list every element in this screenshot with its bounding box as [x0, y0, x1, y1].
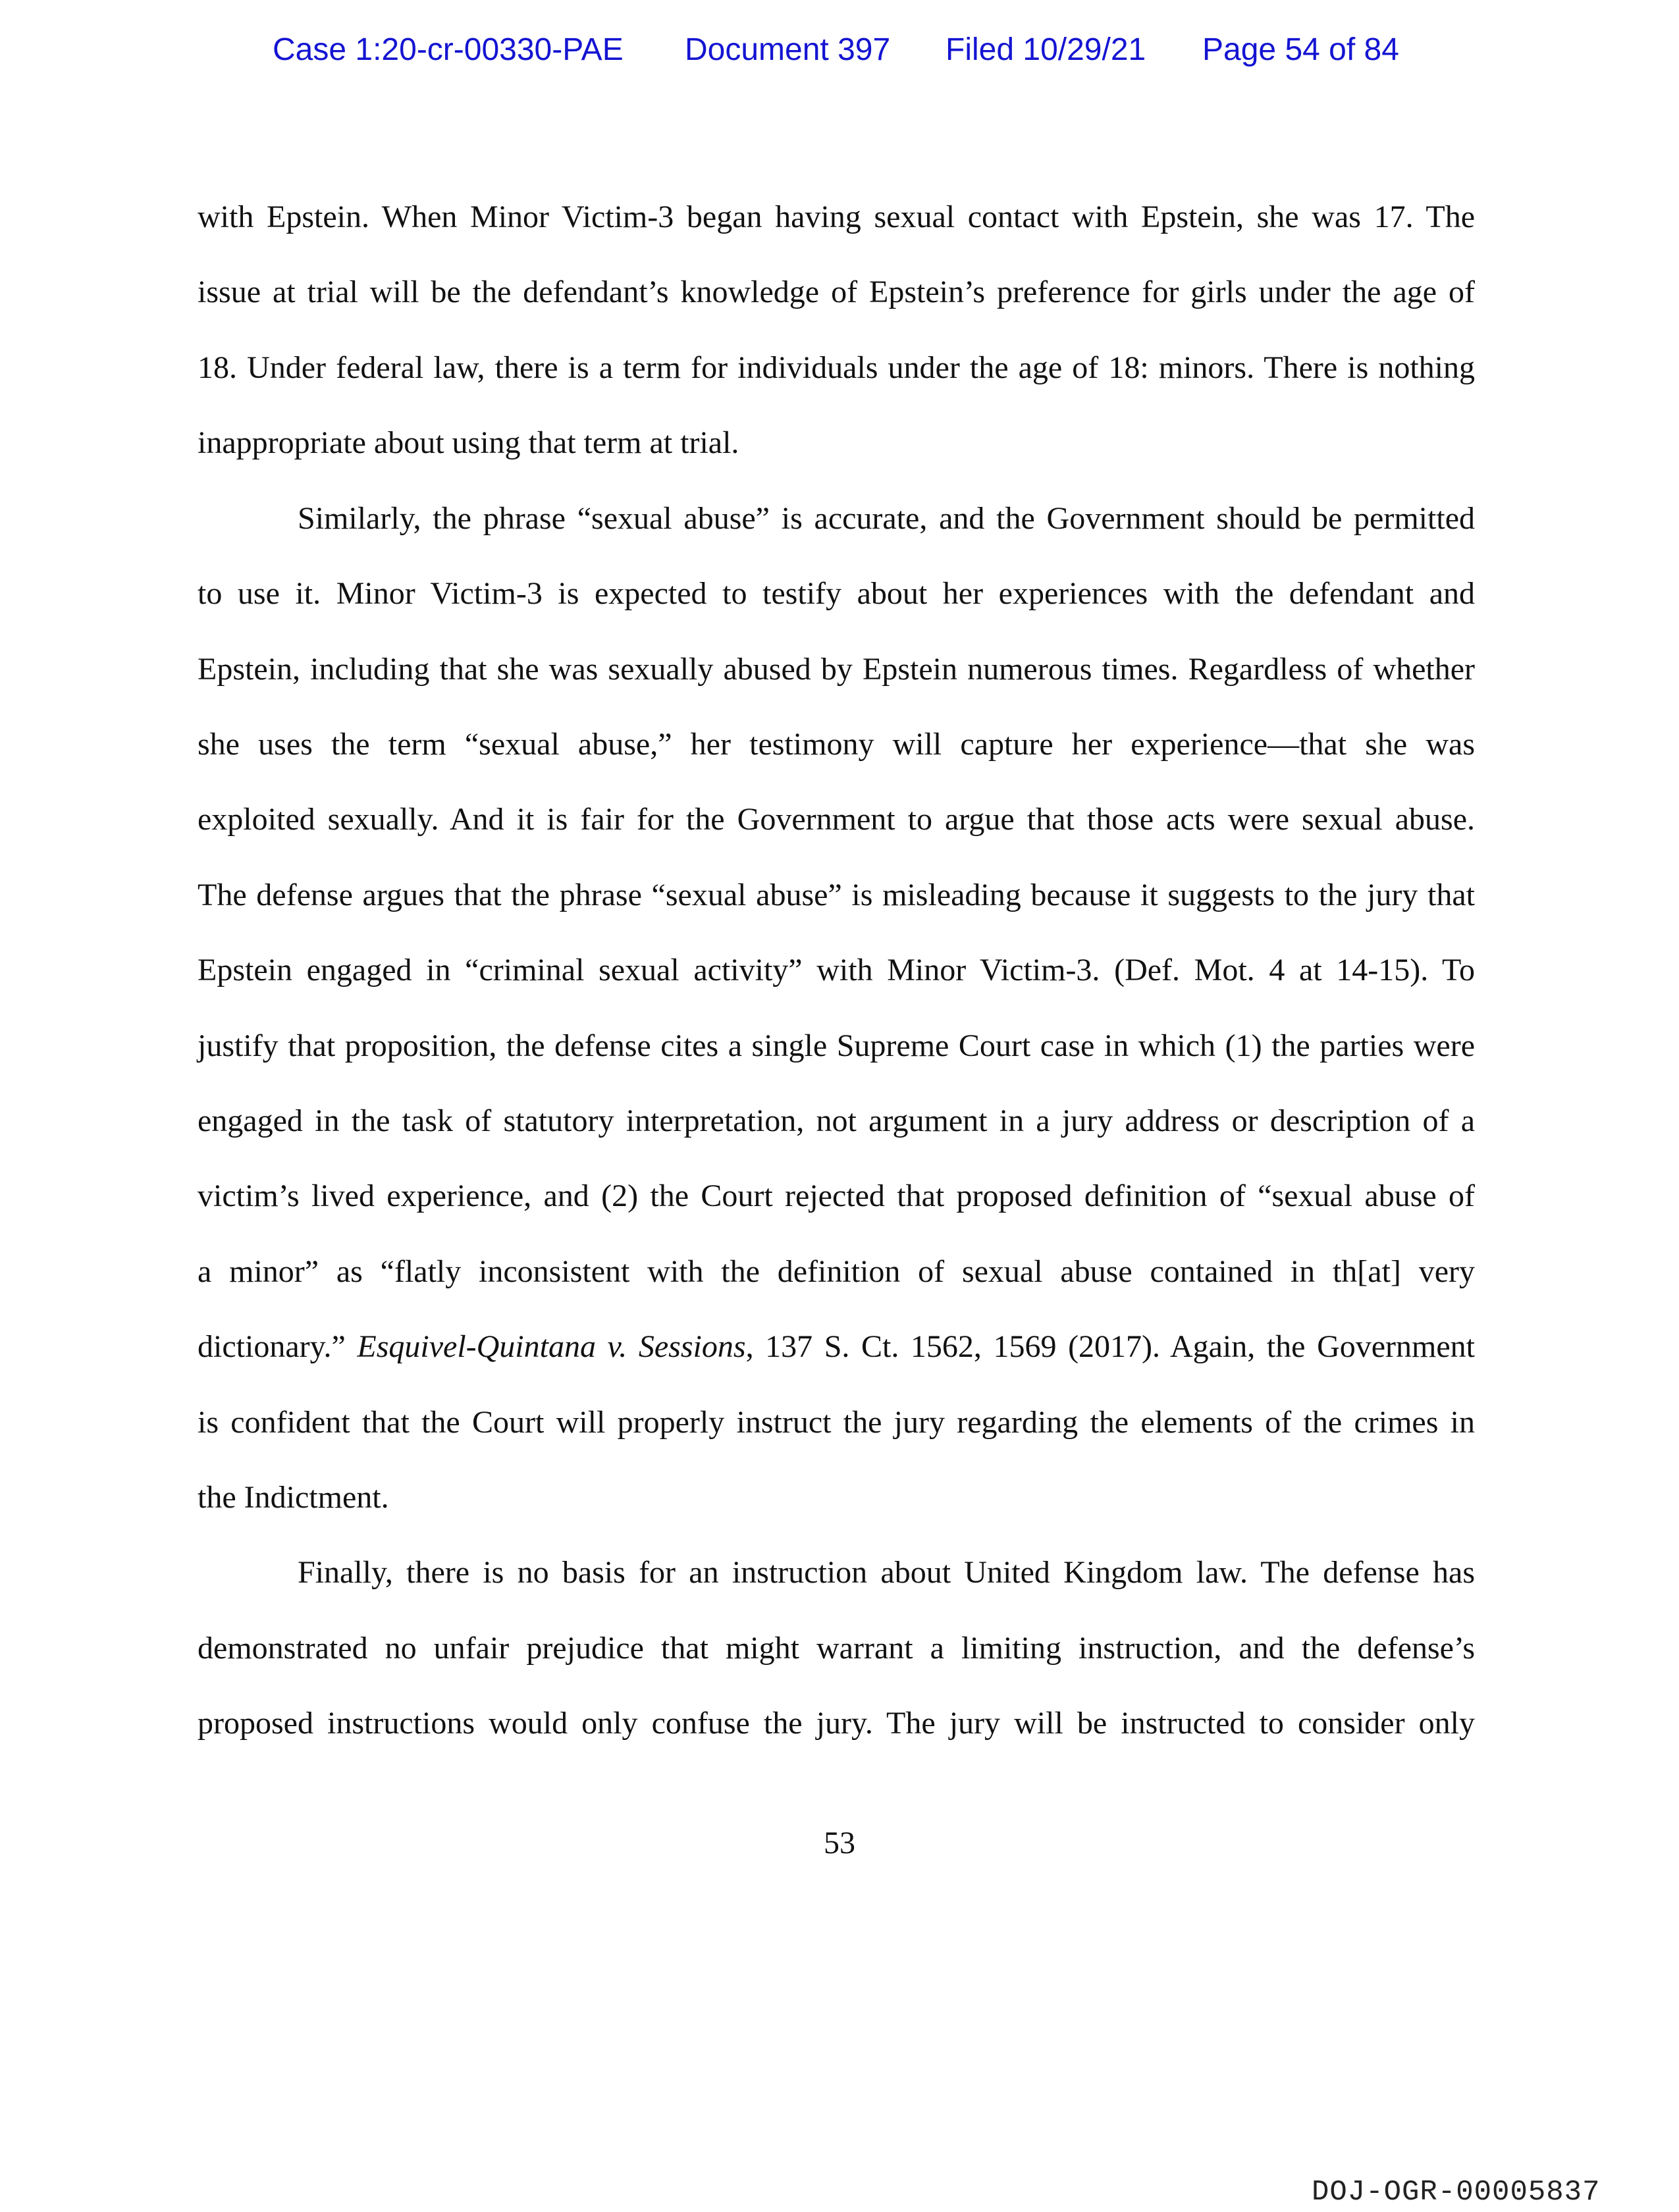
case-citation-italic: Esquivel-Quintana v. Sessions [357, 1329, 746, 1364]
body-line: engaged in the task of statutory interpretation, not argument in a jury address or description of a [198, 1103, 1475, 1138]
paragraph-start-line: Similarly, the phrase “sexual abuse” is accurate, and the Government should be permitted [298, 501, 1475, 536]
body-line: she uses the term “sexual abuse,” her testimony will capture her experience—that she was [198, 727, 1475, 762]
body-line: Epstein engaged in “criminal sexual activity” with Minor Victim-3. (Def. Mot. 4 at 14-15). To [198, 953, 1475, 988]
page-of-total: Page 54 of 84 [1202, 32, 1399, 67]
citation-trail: , 137 S. Ct. 1562, 1569 (2017). Again, the Government [745, 1329, 1475, 1364]
body-line: victim’s lived experience, and (2) the Court rejected that proposed definition of “sexual abuse of [198, 1178, 1475, 1213]
paragraph-start-line: Finally, there is no basis for an instruction about United Kingdom law. The defense has [298, 1555, 1475, 1590]
body-line: the Indictment. [198, 1480, 389, 1515]
body-line: exploited sexually. And it is fair for the Government to argue that those acts were sexual abuse. [198, 802, 1475, 837]
body-line: Epstein, including that she was sexually abused by Epstein numerous times. Regardless of whether [198, 652, 1475, 687]
page-number: 53 [824, 1826, 855, 1860]
citation-line [198, 1327, 1475, 1367]
body-line: issue at trial will be the defendant’s knowledge of Epstein’s preference for girls under the age of [198, 275, 1475, 309]
body-line: is confident that the Court will properly instruct the jury regarding the elements of the crimes in [198, 1405, 1475, 1440]
document-number: Document 397 [685, 32, 891, 67]
body-line: demonstrated no unfair prejudice that might warrant a limiting instruction, and the defense’s [198, 1631, 1475, 1666]
ecf-filing-header [0, 30, 1679, 70]
body-line: 18. Under federal law, there is a term for individuals under the age of 18: minors. There is nothing [198, 350, 1475, 385]
case-number: Case 1:20-cr-00330-PAE [273, 32, 624, 67]
body-line: proposed instructions would only confuse the jury. The jury will be instructed to consider only [198, 1706, 1475, 1741]
filed-date: Filed 10/29/21 [946, 32, 1146, 67]
body-line: The defense argues that the phrase “sexual abuse” is misleading because it suggests to the jury that [198, 878, 1475, 912]
body-line: to use it. Minor Victim-3 is expected to testify about her experiences with the defendant and [198, 576, 1475, 611]
citation-lead: dictionary.” [198, 1329, 358, 1364]
bates-number: DOJ-OGR-00005837 [1312, 2176, 1601, 2209]
body-line: inappropriate about using that term at trial. [198, 425, 739, 460]
body-line: justify that proposition, the defense cites a single Supreme Court case in which (1) the parties were [198, 1028, 1475, 1063]
body-line: a minor” as “flatly inconsistent with the definition of sexual abuse contained in th[at] very [198, 1254, 1475, 1289]
body-line: with Epstein. When Minor Victim-3 began having sexual contact with Epstein, she was 17. The [198, 199, 1475, 234]
